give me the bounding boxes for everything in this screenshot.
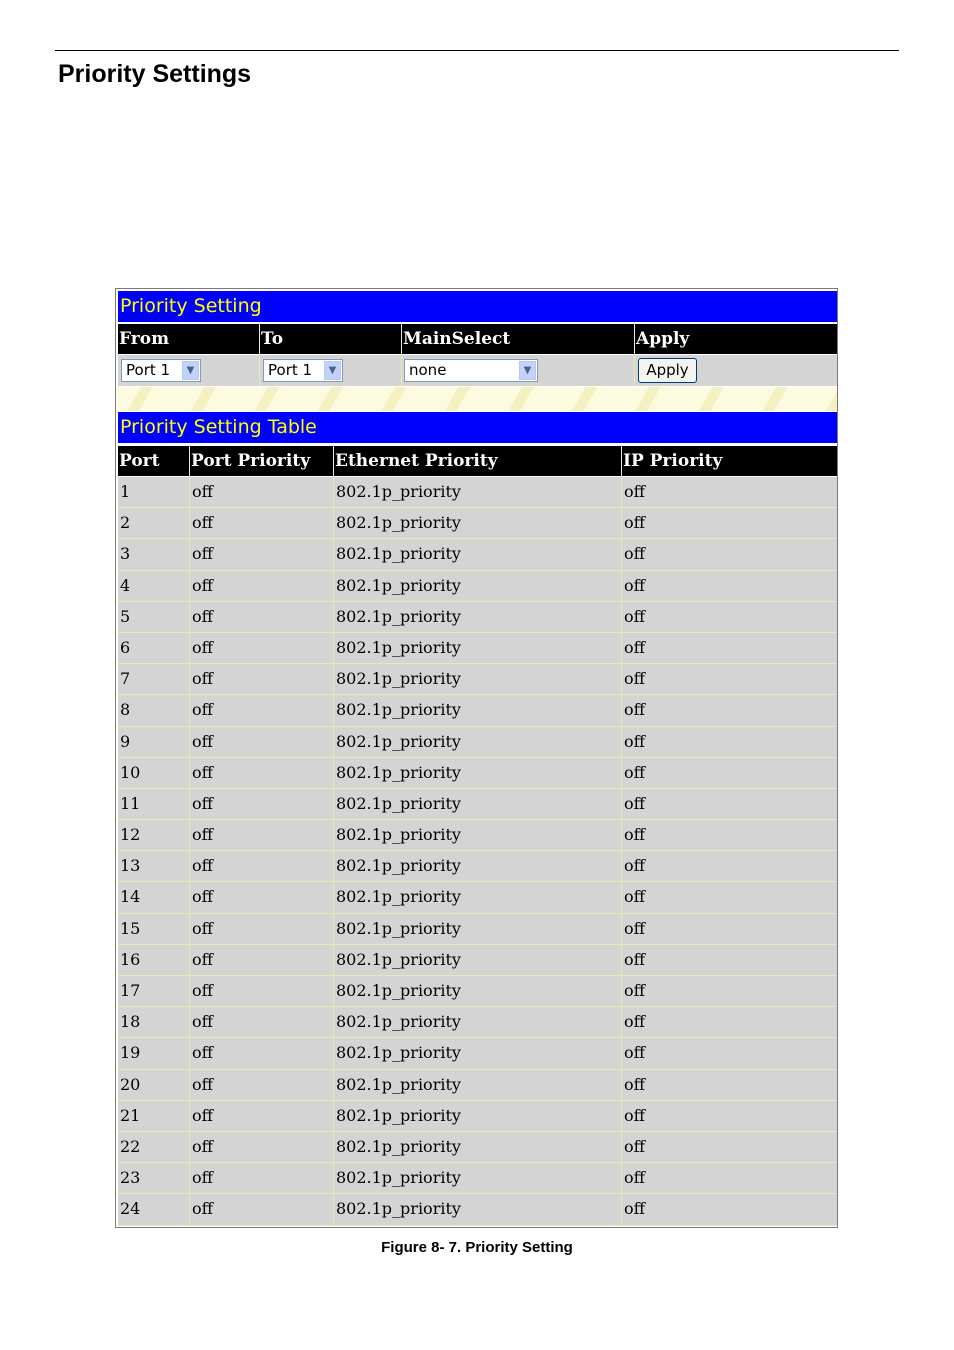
port-cell: 12 <box>118 820 190 850</box>
ethernet-priority-cell: 802.1p_priority <box>334 633 622 663</box>
table-row <box>118 602 837 633</box>
ethernet-priority-cell: 802.1p_priority <box>334 758 622 788</box>
ethernet-priority-cell: 802.1p_priority <box>334 1101 622 1131</box>
port-cell: 20 <box>118 1070 190 1100</box>
port-cell: 13 <box>118 851 190 881</box>
table-row <box>118 758 837 789</box>
table-row <box>118 664 837 695</box>
table-row <box>118 727 837 758</box>
port-priority-cell: off <box>190 789 334 819</box>
ip-priority-cell: off <box>624 1168 645 1188</box>
table-row <box>118 1101 837 1132</box>
priority-setting-bar: Priority Setting <box>118 291 837 322</box>
port-priority-cell: off <box>190 945 334 975</box>
port-priority-cell: off <box>190 727 334 757</box>
port-priority-cell: off <box>190 539 334 569</box>
table-row <box>118 508 837 539</box>
ip-priority-cell: off <box>624 1199 645 1219</box>
port-priority-cell: off <box>190 914 334 944</box>
ethernet-priority-cell: 802.1p_priority <box>334 1038 622 1068</box>
port-cell: 16 <box>118 945 190 975</box>
port-priority-cell: off <box>190 851 334 881</box>
ethernet-priority-cell: 802.1p_priority <box>334 976 622 1006</box>
table-row <box>118 1038 837 1069</box>
ethernet-priority-cell: 802.1p_priority <box>334 945 622 975</box>
port-priority-cell: off <box>190 477 334 507</box>
ip-priority-cell: off <box>624 606 645 626</box>
ethernet-priority-cell: 802.1p_priority <box>334 602 622 632</box>
port-priority-cell: off <box>190 633 334 663</box>
table-row <box>118 1194 837 1225</box>
priority-table-body <box>118 477 837 1226</box>
port-cell: 3 <box>118 539 190 569</box>
port-priority-cell: off <box>190 1101 334 1131</box>
port-cell: 22 <box>118 1132 190 1162</box>
port-priority-cell: off <box>190 602 334 632</box>
port-priority-cell: off <box>190 1007 334 1037</box>
apply-cell <box>635 355 837 386</box>
ip-priority-cell: off <box>624 1043 645 1063</box>
ethernet-priority-cell: 802.1p_priority <box>334 539 622 569</box>
port-cell: 6 <box>118 633 190 663</box>
port-cell: 5 <box>118 602 190 632</box>
header-from: From <box>118 324 260 354</box>
table-row <box>118 695 837 726</box>
table-row <box>118 789 837 820</box>
header-mainselect: MainSelect <box>402 324 635 354</box>
from-select[interactable] <box>121 359 201 382</box>
port-cell: 4 <box>118 571 190 601</box>
port-cell: 9 <box>118 727 190 757</box>
ip-priority-cell: off <box>624 513 645 533</box>
chevron-down-icon[interactable]: ▼ <box>519 361 536 380</box>
ip-priority-cell: off <box>624 949 645 969</box>
ethernet-priority-cell: 802.1p_priority <box>334 571 622 601</box>
ethernet-priority-cell: 802.1p_priority <box>334 695 622 725</box>
table-row <box>118 571 837 602</box>
port-priority-cell: off <box>190 820 334 850</box>
ip-priority-cell: off <box>624 575 645 595</box>
ethernet-priority-cell: 802.1p_priority <box>334 1007 622 1037</box>
ethernet-priority-cell: 802.1p_priority <box>334 508 622 538</box>
ethernet-priority-cell: 802.1p_priority <box>334 882 622 912</box>
ip-priority-cell: off <box>624 1136 645 1156</box>
table-row <box>118 1007 837 1038</box>
port-cell: 2 <box>118 508 190 538</box>
port-cell: 15 <box>118 914 190 944</box>
mainselect-select[interactable] <box>404 359 538 382</box>
top-rule <box>55 50 899 51</box>
header-port: Port <box>118 446 190 476</box>
port-priority-cell: off <box>190 1038 334 1068</box>
ethernet-priority-cell: 802.1p_priority <box>334 1194 622 1224</box>
table-row <box>118 477 837 508</box>
port-cell: 21 <box>118 1101 190 1131</box>
chevron-down-icon[interactable]: ▼ <box>324 361 341 380</box>
header-to: To <box>260 324 402 354</box>
port-cell: 8 <box>118 695 190 725</box>
port-cell: 19 <box>118 1038 190 1068</box>
port-cell: 18 <box>118 1007 190 1037</box>
ethernet-priority-cell: 802.1p_priority <box>334 820 622 850</box>
ip-priority-cell: off <box>624 887 645 907</box>
ip-priority-cell: off <box>624 918 645 938</box>
ethernet-priority-cell: 802.1p_priority <box>334 851 622 881</box>
ip-priority-cell: off <box>624 637 645 657</box>
ip-priority-cell: off <box>624 731 645 751</box>
controls-row <box>118 355 837 386</box>
header-ethernet-priority: Ethernet Priority <box>334 446 622 476</box>
ethernet-priority-cell: 802.1p_priority <box>334 1070 622 1100</box>
port-priority-cell: off <box>190 695 334 725</box>
ip-priority-cell: off <box>624 1105 645 1125</box>
ethernet-priority-cell: 802.1p_priority <box>334 1132 622 1162</box>
table-row <box>118 539 837 570</box>
port-priority-cell: off <box>190 1163 334 1193</box>
port-priority-cell: off <box>190 664 334 694</box>
port-priority-cell: off <box>190 1070 334 1100</box>
table-row <box>118 1070 837 1101</box>
ip-priority-cell: off <box>624 825 645 845</box>
from-cell <box>118 355 260 386</box>
table-row <box>118 945 837 976</box>
figure-caption: Figure 8- 7. Priority Setting <box>381 1239 573 1256</box>
ip-priority-cell: off <box>624 482 645 501</box>
header-ip-priority: IP Priority <box>623 451 723 471</box>
ip-priority-cell: off <box>624 669 645 689</box>
priority-setting-table-bar: Priority Setting Table <box>118 412 837 443</box>
ethernet-priority-cell: 802.1p_priority <box>334 914 622 944</box>
port-cell: 23 <box>118 1163 190 1193</box>
ip-priority-cell: off <box>624 981 645 1000</box>
ethernet-priority-cell: 802.1p_priority <box>334 664 622 694</box>
port-priority-cell: off <box>190 882 334 912</box>
from-select-value: Port 1 <box>126 361 171 379</box>
ethernet-priority-cell: 802.1p_priority <box>334 789 622 819</box>
header-apply: Apply <box>636 329 690 349</box>
table-row <box>118 820 837 851</box>
port-priority-cell: off <box>190 508 334 538</box>
to-cell <box>260 355 402 386</box>
table-row <box>118 882 837 913</box>
port-cell: 11 <box>118 789 190 819</box>
ip-priority-cell: off <box>624 544 645 564</box>
port-priority-cell: off <box>190 1194 334 1224</box>
port-cell: 10 <box>118 758 190 788</box>
table-row <box>118 851 837 882</box>
ethernet-priority-cell: 802.1p_priority <box>334 1163 622 1193</box>
decorative-strip <box>118 387 837 411</box>
port-priority-cell: off <box>190 1132 334 1162</box>
port-cell: 24 <box>118 1194 190 1224</box>
to-select-value: Port 1 <box>268 361 313 379</box>
mainselect-cell <box>402 355 635 386</box>
priority-setting-panel <box>115 288 838 1228</box>
page-title: Priority Settings <box>58 60 252 88</box>
port-cell: 1 <box>118 477 190 507</box>
mainselect-value: none <box>409 361 447 379</box>
port-priority-cell: off <box>190 758 334 788</box>
ip-priority-cell: off <box>624 700 645 720</box>
chevron-down-icon[interactable]: ▼ <box>182 361 199 380</box>
ip-priority-cell: off <box>624 793 645 813</box>
ip-priority-cell: off <box>624 1012 645 1032</box>
table-row <box>118 633 837 664</box>
ethernet-priority-cell: 802.1p_priority <box>334 727 622 757</box>
ip-priority-cell: off <box>624 856 645 876</box>
table-row <box>118 1132 837 1163</box>
table-row <box>118 1163 837 1194</box>
controls-header-row <box>118 324 837 354</box>
port-priority-cell: off <box>190 571 334 601</box>
port-cell: 17 <box>118 976 190 1006</box>
port-cell: 14 <box>118 882 190 912</box>
ip-priority-cell: off <box>624 762 645 782</box>
port-cell: 7 <box>118 664 190 694</box>
port-priority-cell: off <box>190 976 334 1006</box>
ip-priority-cell: off <box>624 1074 645 1094</box>
header-port-priority: Port Priority <box>190 446 334 476</box>
ethernet-priority-cell: 802.1p_priority <box>334 477 622 507</box>
apply-button[interactable]: Apply <box>638 358 697 383</box>
table-row <box>118 914 837 945</box>
table-header-row <box>118 446 837 476</box>
to-select[interactable] <box>263 359 343 382</box>
table-row <box>118 976 837 1007</box>
